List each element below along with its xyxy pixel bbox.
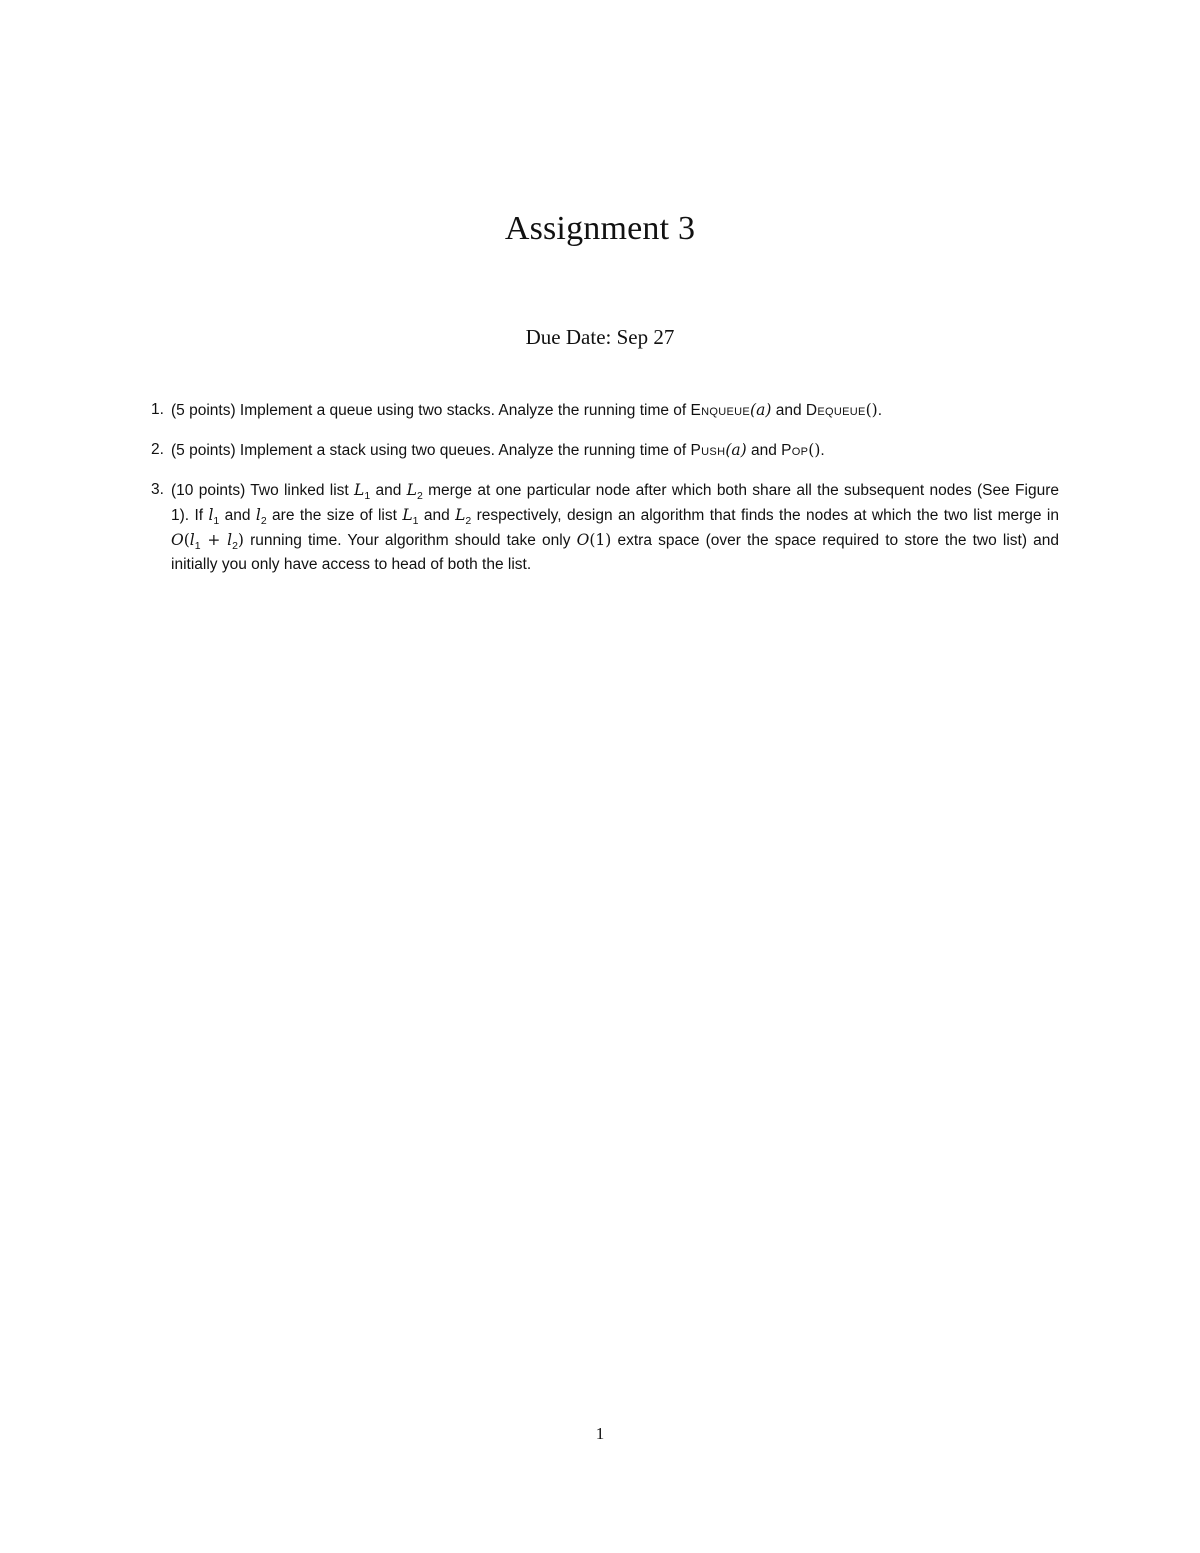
math-plus: + <box>200 531 228 549</box>
math-subscript: 2 <box>465 515 472 528</box>
math-constant: 1 <box>595 531 606 549</box>
question-text: merge at one particular node after which both share all the subsequent nodes (See Figure 1). If <box>171 482 1059 524</box>
conjunction: and <box>771 402 806 419</box>
question-text: running time. Your algorithm should take only <box>243 532 577 549</box>
question-points: (5 points) <box>171 402 236 419</box>
question-text: Two linked list <box>245 482 355 499</box>
math-list-L: L <box>406 481 417 499</box>
conjunction: and <box>746 442 782 459</box>
sentence-end: . <box>877 402 883 419</box>
math-subscript: 2 <box>232 540 238 553</box>
math-big-o: O <box>576 531 590 549</box>
math-size-l: l <box>189 531 195 549</box>
operation-arg: () <box>808 441 821 459</box>
operation-arg: () <box>865 401 878 419</box>
math-paren: ) <box>237 531 244 549</box>
question-text: extra space (over the space required to store the two list) and initially you only have access to head of both the list. <box>171 532 1059 573</box>
question-number: 1. <box>151 401 164 418</box>
math-paren: ( <box>589 531 596 549</box>
question-text: respectively, design an algorithm that finds the nodes at which the two list merge in <box>471 507 1059 524</box>
conjunction: and <box>418 507 456 524</box>
operation-enqueue: Enqueue <box>690 402 751 419</box>
math-list-L: L <box>455 506 466 524</box>
operation-dequeue: Dequeue <box>805 402 866 419</box>
question-1 <box>141 398 1059 423</box>
math-size-l: l <box>208 506 214 524</box>
page-number: 1 <box>595 1424 605 1443</box>
question-points: (5 points) <box>171 442 236 459</box>
math-subscript: 1 <box>364 490 371 503</box>
conjunction: and <box>219 507 256 524</box>
question-3 <box>141 478 1059 577</box>
question-text: Implement a queue using two stacks. Analyze the running time of <box>235 402 691 419</box>
math-list-L: L <box>354 481 365 499</box>
question-text: are the size of list <box>266 507 403 524</box>
question-number: 3. <box>151 481 164 498</box>
operation-push: Push <box>690 442 726 459</box>
due-date: Due Date: Sep 27 <box>525 325 675 349</box>
math-paren: ( <box>183 531 190 549</box>
conjunction: and <box>370 482 407 499</box>
question-number: 2. <box>151 441 164 458</box>
question-points: (10 points) <box>171 482 246 499</box>
operation-arg: (a) <box>725 441 747 459</box>
math-subscript: 1 <box>194 540 201 553</box>
question-list <box>141 398 1059 592</box>
question-text: Implement a stack using two queues. Analyze the running time of <box>235 442 691 459</box>
math-list-L: L <box>402 506 413 524</box>
math-subscript: 2 <box>260 515 267 528</box>
question-2 <box>141 438 1059 463</box>
operation-pop: Pop <box>781 442 809 459</box>
math-subscript: 1 <box>213 515 220 528</box>
math-subscript: 1 <box>412 515 419 528</box>
math-size-l: l <box>227 531 233 549</box>
operation-arg: (a) <box>750 401 772 419</box>
math-size-l: l <box>255 506 261 524</box>
math-big-o: O <box>171 531 184 549</box>
math-subscript: 2 <box>416 490 423 503</box>
document-title: Assignment 3 <box>504 210 696 247</box>
sentence-end: . <box>820 442 825 459</box>
math-paren: ) <box>605 531 612 549</box>
